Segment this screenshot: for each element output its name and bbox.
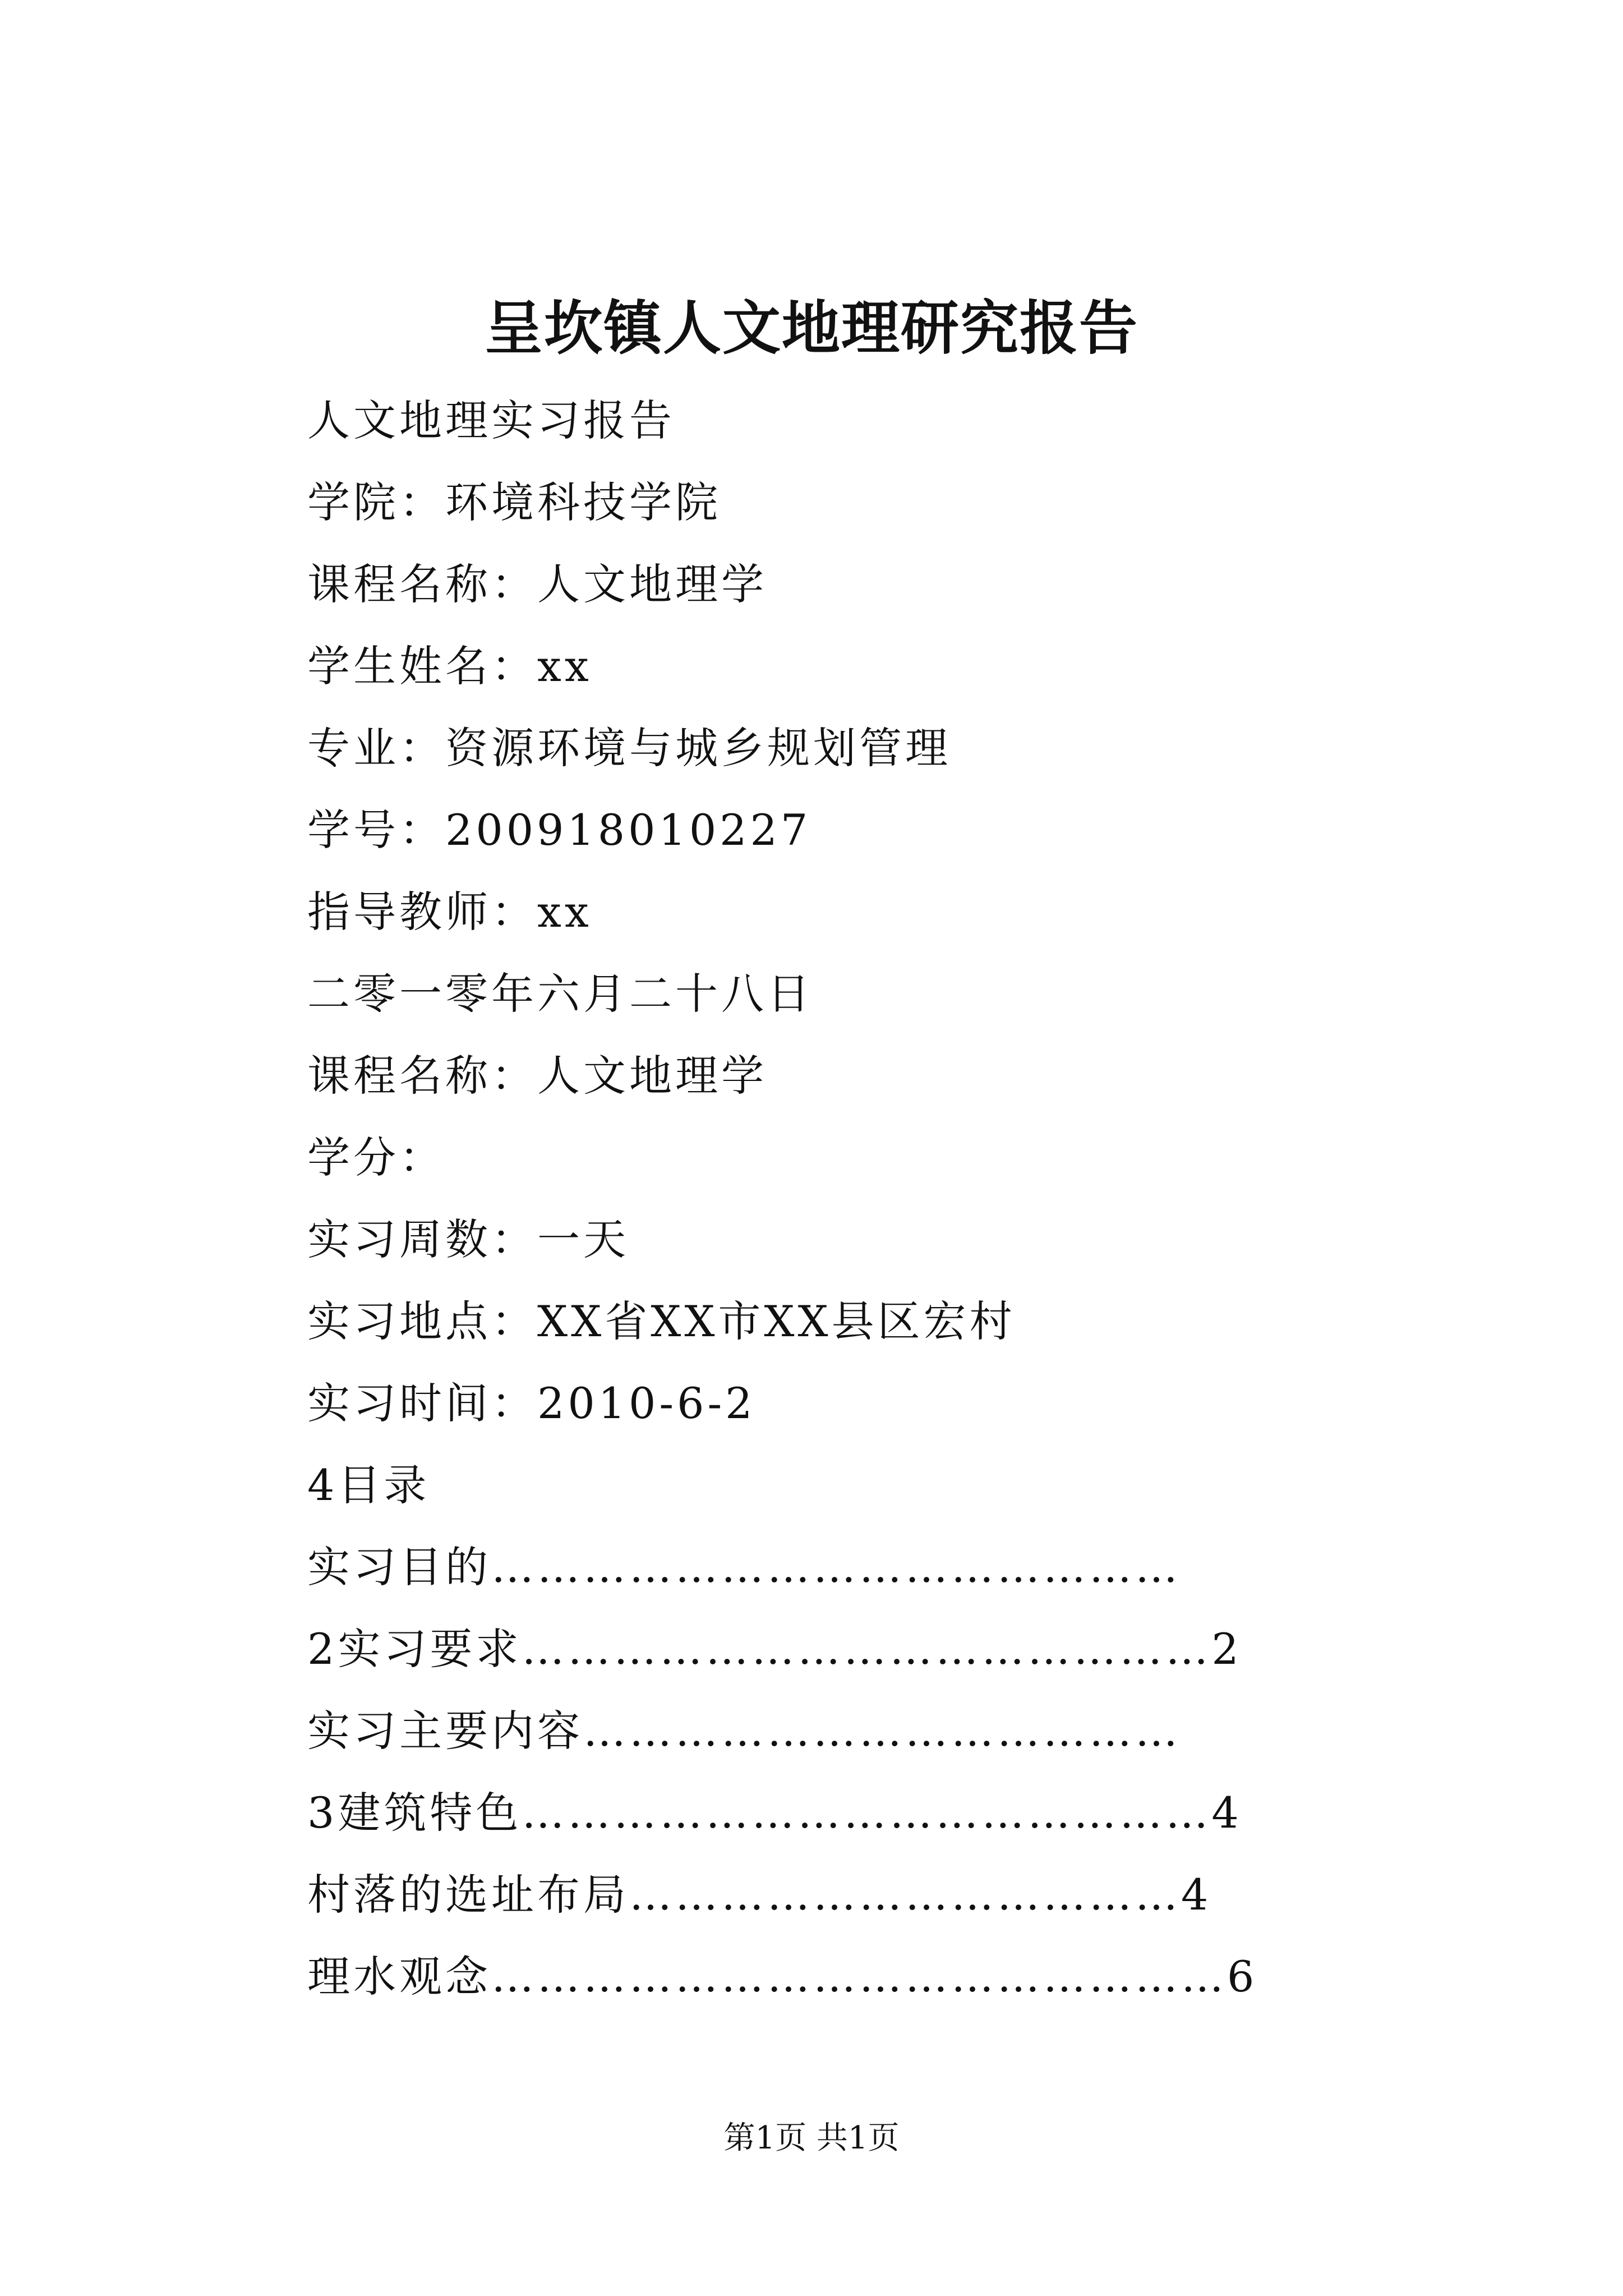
internship-time-line: 实习时间：2010-6-2	[307, 1378, 756, 1428]
course-name-line: 课程名称：人文地理学	[307, 559, 767, 609]
toc-entry: 村落的选址布局………………………………4	[307, 1870, 1212, 1920]
college-line: 学院：环境科技学院	[307, 477, 721, 527]
credits-line: 学分：	[307, 1133, 445, 1182]
internship-location-line: 实习地点：XX省XX市XX县区宏村	[307, 1296, 1016, 1346]
document-title: 呈坎镇人文地理研究报告	[484, 293, 1138, 362]
toc-entry: 实习主要内容…………………………………	[307, 1706, 1181, 1756]
toc-entry: 2实习要求………………………………………2	[307, 1624, 1242, 1674]
toc-entry: 理水观念…………………………………………6	[307, 1952, 1258, 2001]
date-line: 二零一零年六月二十八日	[307, 969, 813, 1019]
student-name-line: 学生姓名：xx	[307, 641, 592, 691]
advisor-line: 指导教师：xx	[307, 887, 592, 937]
internship-weeks-line: 实习周数：一天	[307, 1214, 629, 1264]
toc-entry: 实习目的………………………………………	[307, 1542, 1181, 1592]
toc-entry: 3建筑特色………………………………………4	[307, 1788, 1242, 1838]
major-line: 专业：资源环境与城乡规划管理	[307, 723, 951, 773]
toc-heading: 4目录	[307, 1460, 430, 1510]
page-footer: 第1页 共1页	[723, 2120, 900, 2156]
course-name-line-2: 课程名称：人文地理学	[307, 1051, 767, 1101]
report-type-line: 人文地理实习报告	[307, 395, 675, 445]
student-id-line: 学号：200918010227	[307, 805, 811, 855]
